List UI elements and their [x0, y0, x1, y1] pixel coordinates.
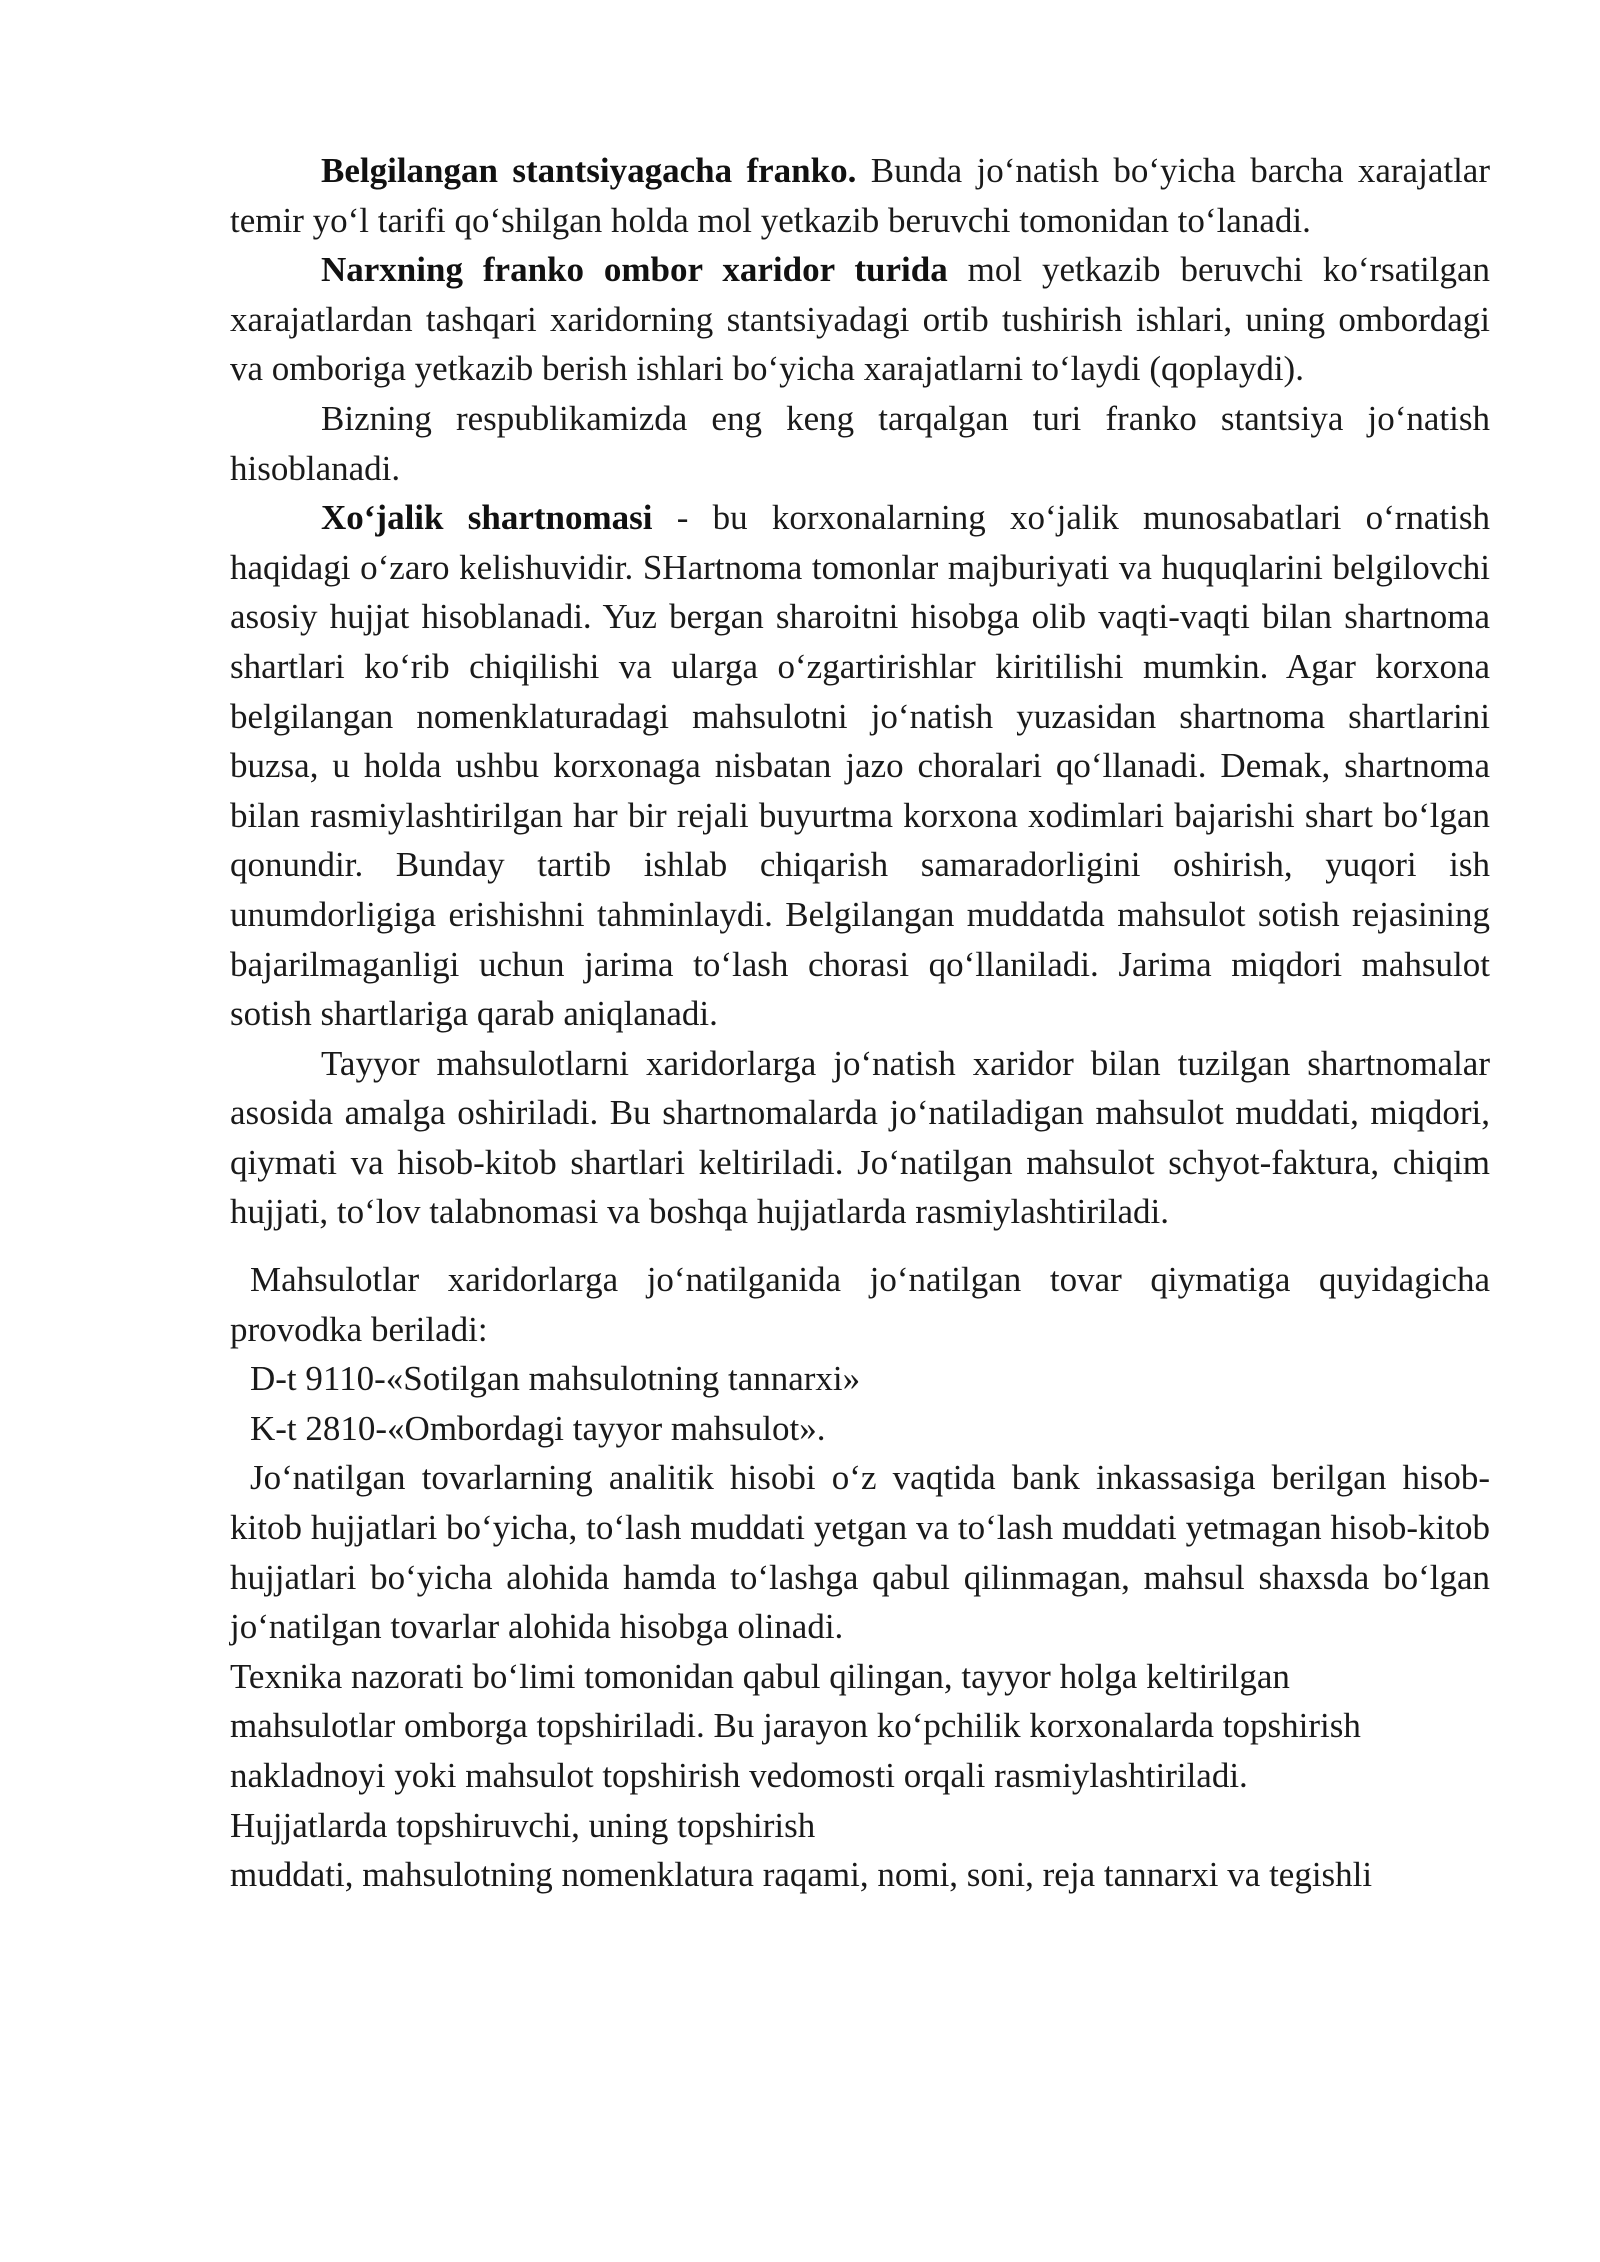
- paragraph-text: Mahsulotlar xaridorlarga jo‘natilganida jo‘natilgan tovar qiymatiga quyidagicha provodka beriladi:: [230, 1260, 1490, 1349]
- text-line: muddati, mahsulotning nomenklatura raqami, nomi, soni, reja tannarxi va tegishli: [230, 1855, 1373, 1895]
- paragraph-text: Jo‘natilgan tovarlarning analitik hisobi o‘z vaqtida bank inkassasiga berilgan hisob-kitob hujjatlari bo‘yicha, to‘lash muddati yetgan va to‘lash muddati yetmagan hisob-kitob hujjatlari bo‘yicha alohida hamda to‘lashga qabul qilinmagan, mahsul shaxsda bo‘lgan jo‘natilgan tovarlar alohida hisobga olinadi.: [230, 1458, 1490, 1647]
- text-line: mahsulotlar omborga topshiriladi. Bu jarayon ko‘pchilik korxonalarda topshirish: [230, 1706, 1361, 1746]
- paragraph-contract: [230, 493, 1490, 1039]
- paragraph-text: Bizning respublikamizda eng keng tarqalgan turi franko stantsiya jo‘natish hisoblanadi.: [230, 398, 1490, 488]
- term-franko-warehouse: Narxning franko ombor xaridor turida: [321, 250, 948, 290]
- paragraph-analytic: [230, 1453, 1490, 1651]
- paragraph-text: - bu korxonalarning xo‘jalik munosabatlari o‘rnatish haqidagi o‘zaro kelishuvidir. SHartnoma tomonlar majburiyati va huquqlarini belgilovchi asosiy hujjat hisoblanadi. Yuz bergan sharoitni hisobga olib vaqti-vaqti bilan shartnoma shartlari ko‘rib chiqilishi va ularga o‘zgartirishlar kiritilishi mumkin. Agar korxona belgilangan nomenklaturadagi mahsulotni jo‘natish yuzasidan shartnoma shartlarini buzsa, u holda ushbu korxonaga nisbatan jazo choralari qo‘llanadi. Demak, shartnoma bilan rasmiylashtirilgan har bir rejali buyurtma korxona xodimlari bajarishi shart bo‘lgan qonundir. Bunday tartib ishlab chiqarish samaradorligini oshirish, yuqori ish unumdorligiga erishishni tahminlaydi. Belgilangan muddatda mahsulot sotish rejasining bajarilmaganligi uchun jarima to‘lash chorasi qo‘llaniladi. Jarima miqdori mahsulot sotish shartlariga qarab aniqlanadi.: [230, 498, 1490, 1034]
- paragraph-republic: [230, 394, 1490, 493]
- text-line: Texnika nazorati bo‘limi tomonidan qabul qilingan, tayyor holga keltirilgan: [230, 1656, 1290, 1696]
- paragraph-franko-station: [230, 146, 1490, 245]
- entry-debit: D-t 9110-«Sotilgan mahsulotning tannarxi»: [250, 1359, 861, 1399]
- paragraph-posting: [230, 1255, 1490, 1354]
- text-line: Hujjatlarda topshiruvchi, uning topshirish: [230, 1805, 816, 1845]
- term-franko-station: Belgilangan stantsiyagacha franko.: [321, 151, 857, 190]
- paragraph-text: Bunda jo‘natish bo‘yicha barcha xarajatlar temir yo‘l tarifi qo‘shilgan holda mol yetkazib beruvchi tomonidan to‘lanadi.: [230, 151, 1490, 240]
- entry-credit: K-t 2810-«Ombordagi tayyor mahsulot».: [250, 1408, 826, 1448]
- document-page: [230, 146, 1490, 1900]
- paragraph-shipping: [230, 1039, 1490, 1237]
- paragraph-text: Tayyor mahsulotlarni xaridorlarga jo‘natish xaridor bilan tuzilgan shartnomalar asosida amalga oshiriladi. Bu shartnomalarda jo‘natiladigan mahsulot muddati, miqdori, qiymati va hisob-kitob shartlari keltiriladi. Jo‘natilgan mahsulot schyot-faktura, chiqim hujjati, to‘lov talabnomasi va boshqa hujjatlarda rasmiylashtiriladi.: [230, 1043, 1490, 1232]
- paragraph-text: mol yetkazib beruvchi ko‘rsatilgan xarajatlardan tashqari xaridorning stantsiyadagi ortib tushirish ishlari, uning ombordagi va omboriga yetkazib berish ishlari bo‘yicha xarajatlarni to‘laydi (qoplaydi).: [230, 250, 1490, 389]
- paragraph-franko-warehouse: [230, 245, 1490, 394]
- term-contract: Xo‘jalik shartnomasi: [321, 498, 653, 538]
- text-line: nakladnoyi yoki mahsulot topshirish vedomosti orqali rasmiylashtiriladi.: [230, 1756, 1248, 1795]
